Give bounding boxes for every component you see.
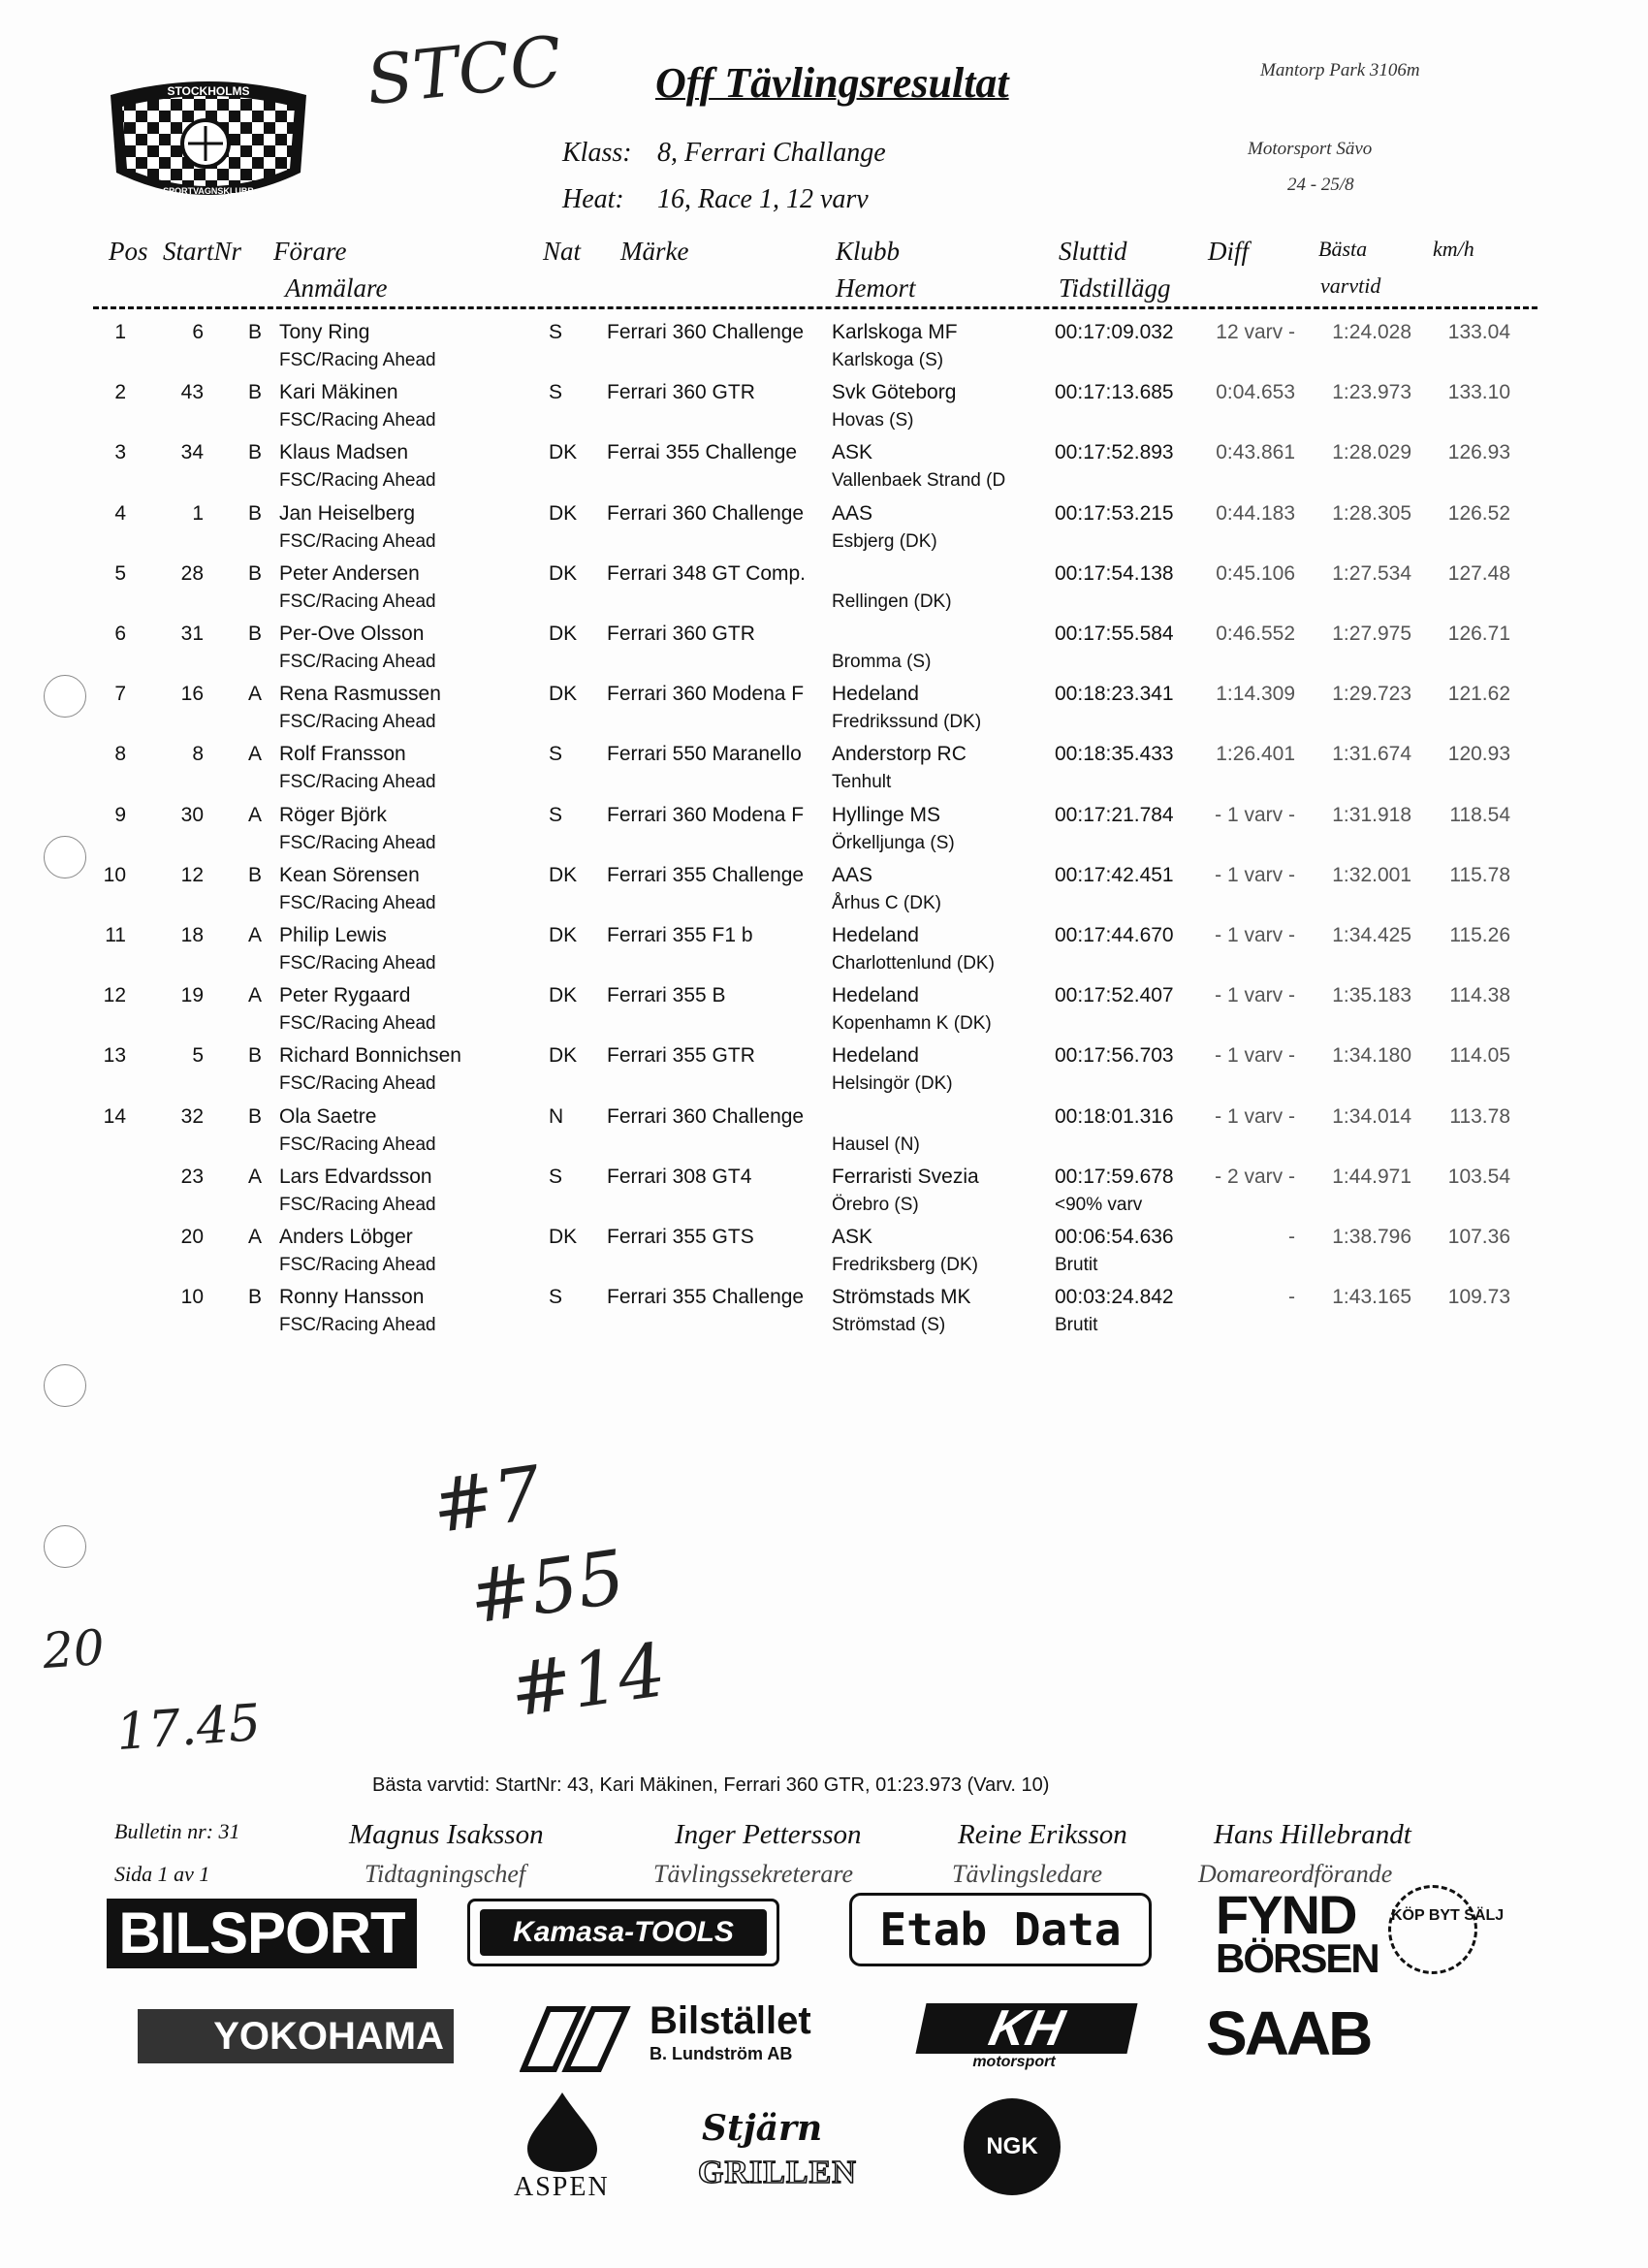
row-best-lap: 1:31.674 (1332, 743, 1411, 765)
row-speed: 121.62 (1447, 683, 1510, 705)
row-finish-time: 00:17:53.215 (1055, 502, 1174, 525)
handwritten-stcc: STCC (363, 20, 566, 121)
best-lap-note: Bästa varvtid: StartNr: 43, Kari Mäkinen, Ferrari 360 GTR, 01:23.973 (Varv. 10) (372, 1774, 1050, 1796)
row-entrant: FSC/Racing Ahead (279, 712, 436, 732)
klass-value: 8, Ferrari Challange (657, 138, 886, 168)
row-best-lap: 1:31.918 (1332, 804, 1411, 826)
sponsor-borsen-logo: BÖRSEN (1216, 1935, 1379, 1981)
row-car: Ferrari 360 Modena F (607, 683, 805, 705)
row-hometown: Örkelljunga (S) (832, 833, 955, 853)
row-car: Ferrai 355 Challenge (607, 441, 798, 463)
row-club: AAS (832, 502, 873, 525)
handwritten-number: 20 (41, 1618, 107, 1680)
row-club: Hedeland (832, 984, 919, 1006)
row-driver: Röger Björk (279, 804, 387, 826)
row-nationality: DK (549, 623, 578, 645)
row-driver: Lars Edvardsson (279, 1166, 432, 1188)
row-speed: 126.52 (1447, 502, 1510, 525)
row-position: 3 (114, 441, 126, 463)
row-finish-time: 00:17:56.703 (1055, 1044, 1174, 1067)
col-nat: Nat (543, 237, 582, 266)
row-car: Ferrari 355 F1 b (607, 924, 753, 946)
row-start-number: 31 (180, 623, 204, 645)
row-driver: Klaus Madsen (279, 441, 409, 463)
row-finish-time: 00:03:24.842 (1055, 1286, 1174, 1308)
row-position: 13 (103, 1044, 126, 1067)
row-position: 12 (103, 984, 126, 1006)
row-class: B (248, 502, 263, 525)
row-class: A (248, 1226, 263, 1248)
row-entrant: FSC/Racing Ahead (279, 833, 436, 853)
official-role: Domareordförande (1198, 1860, 1393, 1888)
row-driver: Philip Lewis (279, 924, 387, 946)
sponsor-bilstallet-logo: Bilstället (650, 1999, 811, 2042)
row-best-lap: 1:27.975 (1332, 623, 1411, 645)
row-club: Karlskoga MF (832, 321, 958, 343)
row-diff: - 1 varv - (1215, 984, 1295, 1006)
row-car: Ferrari 360 GTR (607, 381, 755, 403)
row-nationality: DK (549, 1226, 578, 1248)
row-speed: 126.93 (1447, 441, 1510, 463)
row-finish-time: 00:06:54.636 (1055, 1226, 1174, 1248)
col-diff: Diff (1208, 237, 1250, 266)
official-name: Reine Eriksson (958, 1819, 1127, 1850)
row-position: 6 (114, 623, 126, 645)
row-best-lap: 1:23.973 (1332, 381, 1411, 403)
aspen-drop-icon (523, 2091, 601, 2174)
row-position: 11 (105, 924, 126, 946)
row-diff: 0:44.183 (1216, 502, 1295, 525)
row-class: A (248, 984, 263, 1006)
row-hometown: Hausel (N) (832, 1134, 920, 1155)
sponsor-stjarn-logo: Stjärn (702, 2108, 823, 2149)
row-hometown: Rellingen (DK) (832, 591, 952, 612)
row-club: Hedeland (832, 683, 919, 705)
bilstallet-mark-icon (520, 2005, 636, 2073)
col-kmh: km/h (1433, 237, 1474, 261)
row-position: 5 (114, 562, 126, 585)
row-class: B (248, 562, 263, 585)
row-time-note: <90% varv (1055, 1195, 1143, 1215)
row-speed: 133.10 (1447, 381, 1510, 403)
row-speed: 127.48 (1447, 562, 1510, 585)
row-hometown: Hovas (S) (832, 410, 914, 431)
row-best-lap: 1:34.014 (1332, 1105, 1411, 1128)
row-diff: 0:43.861 (1216, 441, 1295, 463)
klass-label: Klass: (562, 138, 632, 168)
row-club: AAS (832, 864, 873, 886)
logo-top-text: STOCKHOLMS (167, 84, 250, 98)
row-driver: Kari Mäkinen (279, 381, 398, 403)
official-role: Tävlingssekreterare (653, 1860, 854, 1888)
row-entrant: FSC/Racing Ahead (279, 1013, 436, 1034)
row-start-number: 32 (180, 1105, 204, 1128)
sponsor-kamasa-text: Kamasa-TOOLS (480, 1909, 767, 1956)
row-nationality: S (549, 1286, 563, 1308)
organizer: Motorsport Sävo (1248, 139, 1373, 159)
row-hometown: Charlottenlund (DK) (832, 953, 995, 974)
row-speed: 115.26 (1449, 924, 1510, 946)
row-finish-time: 00:17:44.670 (1055, 924, 1174, 946)
row-speed: 103.54 (1447, 1166, 1510, 1188)
row-car: Ferrari 360 Challenge (607, 321, 805, 343)
row-nationality: N (549, 1105, 564, 1128)
row-hometown: Fredrikssund (DK) (832, 712, 982, 732)
row-hometown: Strömstad (S) (832, 1315, 946, 1335)
row-entrant: FSC/Racing Ahead (279, 652, 436, 672)
row-car: Ferrari 360 Modena F (607, 804, 805, 826)
row-start-number: 28 (180, 562, 204, 585)
row-club: ASK (832, 441, 873, 463)
handwritten-note: #55 (463, 1533, 630, 1641)
row-start-number: 34 (180, 441, 204, 463)
row-finish-time: 00:17:54.138 (1055, 562, 1174, 585)
row-best-lap: 1:34.180 (1332, 1044, 1411, 1067)
row-entrant: FSC/Racing Ahead (279, 1315, 436, 1335)
official-name: Inger Pettersson (675, 1819, 862, 1850)
row-time-note: Brutit (1055, 1255, 1098, 1275)
row-entrant: FSC/Racing Ahead (279, 531, 436, 552)
heat-value: 16, Race 1, 12 varv (657, 184, 869, 214)
row-hometown: Fredriksberg (DK) (832, 1255, 978, 1275)
official-role: Tidtagningschef (364, 1860, 526, 1888)
row-hometown: Bromma (S) (832, 652, 932, 672)
row-diff: 1:26.401 (1216, 743, 1295, 765)
col-anmalare: Anmälare (285, 273, 388, 303)
row-position: 2 (114, 381, 126, 403)
row-entrant: FSC/Racing Ahead (279, 1073, 436, 1094)
row-club: ASK (832, 1226, 873, 1248)
row-driver: Rolf Fransson (279, 743, 406, 765)
row-nationality: DK (549, 441, 578, 463)
row-finish-time: 00:17:59.678 (1055, 1166, 1174, 1188)
row-car: Ferrari 355 Challenge (607, 1286, 805, 1308)
row-nationality: DK (549, 984, 578, 1006)
row-entrant: FSC/Racing Ahead (279, 953, 436, 974)
row-entrant: FSC/Racing Ahead (279, 591, 436, 612)
row-diff: 1:14.309 (1216, 683, 1295, 705)
row-class: B (248, 381, 263, 403)
logo-bottom-text: SPORTVAGNSKLUBB (163, 186, 254, 196)
col-forare: Förare (273, 237, 347, 266)
row-driver: Anders Löbger (279, 1226, 413, 1248)
row-start-number: 30 (180, 804, 204, 826)
row-best-lap: 1:34.425 (1332, 924, 1411, 946)
row-hometown: Tenhult (832, 772, 892, 792)
row-start-number: 18 (180, 924, 204, 946)
row-club: Ferraristi Svezia (832, 1166, 979, 1188)
row-class: A (248, 743, 263, 765)
row-position: 14 (103, 1105, 126, 1128)
row-entrant: FSC/Racing Ahead (279, 893, 436, 913)
row-class: B (248, 321, 263, 343)
row-hometown: Kopenhamn K (DK) (832, 1013, 992, 1034)
page-count: Sida 1 av 1 (114, 1862, 210, 1886)
row-nationality: DK (549, 1044, 578, 1067)
row-entrant: FSC/Racing Ahead (279, 470, 436, 491)
row-speed: 126.71 (1447, 623, 1510, 645)
row-diff: - (1288, 1226, 1295, 1248)
row-start-number: 8 (192, 743, 204, 765)
col-tidstillagg: Tidstillägg (1059, 273, 1171, 303)
sponsor-saab-logo: SAAB (1206, 1998, 1371, 2068)
row-finish-time: 00:18:35.433 (1055, 743, 1174, 765)
row-club: Hyllinge MS (832, 804, 941, 826)
row-start-number: 5 (192, 1044, 204, 1067)
row-hometown: Örebro (S) (832, 1195, 919, 1215)
row-start-number: 1 (192, 502, 204, 525)
event-dates: 24 - 25/8 (1287, 175, 1354, 195)
row-finish-time: 00:17:52.893 (1055, 441, 1174, 463)
row-driver: Jan Heiselberg (279, 502, 416, 525)
sponsor-grillen-logo: GRILLEN (698, 2155, 857, 2190)
col-sluttid: Sluttid (1059, 237, 1127, 266)
sponsor-bilstallet-sub: B. Lundström AB (650, 2044, 793, 2063)
row-driver: Kean Sörensen (279, 864, 420, 886)
bulletin-number: Bulletin nr: 31 (114, 1819, 240, 1843)
row-hometown: Helsingör (DK) (832, 1073, 953, 1094)
row-club: Strömstads MK (832, 1286, 971, 1308)
row-speed: 118.54 (1449, 804, 1510, 826)
row-club: Hedeland (832, 1044, 919, 1067)
venue: Mantorp Park 3106m (1260, 60, 1420, 80)
row-car: Ferrari 348 GT Comp. (607, 562, 807, 585)
row-driver: Tony Ring (279, 321, 370, 343)
row-hometown: Esbjerg (DK) (832, 531, 937, 552)
row-class: B (248, 1286, 263, 1308)
row-position: 4 (114, 502, 126, 525)
row-hometown: Århus C (DK) (832, 893, 941, 913)
row-finish-time: 00:18:01.316 (1055, 1105, 1174, 1128)
page-title: Off Tävlingsresultat (655, 59, 1009, 107)
row-finish-time: 00:17:55.584 (1055, 623, 1174, 645)
row-driver: Per-Ove Olsson (279, 623, 425, 645)
heat-label: Heat: (562, 184, 624, 214)
row-speed: 120.93 (1447, 743, 1510, 765)
row-best-lap: 1:38.796 (1332, 1226, 1411, 1248)
row-time-note: Brutit (1055, 1315, 1098, 1335)
row-speed: 107.36 (1447, 1226, 1510, 1248)
row-diff: 0:45.106 (1216, 562, 1295, 585)
row-position: 10 (103, 864, 126, 886)
sponsor-aspen-logo: ASPEN (514, 2172, 610, 2202)
row-driver: Richard Bonnichsen (279, 1044, 461, 1067)
row-car: Ferrari 360 Challenge (607, 502, 805, 525)
row-car: Ferrari 355 B (607, 984, 726, 1006)
row-finish-time: 00:17:42.451 (1055, 864, 1174, 886)
row-class: B (248, 1105, 263, 1128)
sponsor-bilsport-logo: BILSPORT (107, 1899, 417, 1968)
row-position: 7 (114, 683, 126, 705)
row-speed: 115.78 (1449, 864, 1510, 886)
col-pos: Pos (109, 237, 148, 266)
row-nationality: DK (549, 864, 578, 886)
row-car: Ferrari 360 Challenge (607, 1105, 805, 1128)
row-diff: 0:04.653 (1216, 381, 1295, 403)
row-diff: - 1 varv - (1215, 1044, 1295, 1067)
row-position: 9 (114, 804, 126, 826)
row-speed: 114.05 (1449, 1044, 1510, 1067)
row-car: Ferrari 360 GTR (607, 623, 755, 645)
row-car: Ferrari 308 GT4 (607, 1166, 752, 1188)
row-nationality: S (549, 321, 563, 343)
row-car: Ferrari 355 GTS (607, 1226, 754, 1248)
row-entrant: FSC/Racing Ahead (279, 1195, 436, 1215)
handwritten-note: #7 (427, 1449, 547, 1550)
official-role: Tävlingsledare (952, 1860, 1103, 1888)
row-driver: Peter Rygaard (279, 984, 411, 1006)
row-entrant: FSC/Racing Ahead (279, 350, 436, 370)
col-hemort: Hemort (836, 273, 916, 303)
row-diff: - 1 varv - (1215, 924, 1295, 946)
row-class: B (248, 441, 263, 463)
row-speed: 114.38 (1449, 984, 1510, 1006)
handwritten-note: #14 (504, 1626, 671, 1734)
row-best-lap: 1:24.028 (1332, 321, 1411, 343)
row-driver: Peter Andersen (279, 562, 420, 585)
row-best-lap: 1:35.183 (1332, 984, 1411, 1006)
row-entrant: FSC/Racing Ahead (279, 1255, 436, 1275)
row-class: A (248, 924, 263, 946)
row-start-number: 20 (180, 1226, 204, 1248)
row-diff: - 1 varv - (1215, 1105, 1295, 1128)
row-best-lap: 1:29.723 (1332, 683, 1411, 705)
row-club: Svk Göteborg (832, 381, 957, 403)
row-finish-time: 00:17:52.407 (1055, 984, 1174, 1006)
row-car: Ferrari 550 Maranello (607, 743, 802, 765)
row-nationality: S (549, 1166, 563, 1188)
row-start-number: 16 (180, 683, 204, 705)
row-best-lap: 1:43.165 (1332, 1286, 1411, 1308)
row-car: Ferrari 355 GTR (607, 1044, 755, 1067)
col-basta: Bästa (1318, 237, 1368, 261)
row-driver: Rena Rasmussen (279, 683, 441, 705)
row-class: A (248, 1166, 263, 1188)
sponsor-kh-sub: motorsport (972, 2054, 1056, 2070)
row-car: Ferrari 355 Challenge (607, 864, 805, 886)
row-class: A (248, 804, 263, 826)
sponsor-kamasa-logo (467, 1899, 779, 1966)
row-club: Hedeland (832, 924, 919, 946)
row-best-lap: 1:28.305 (1332, 502, 1411, 525)
row-start-number: 6 (192, 321, 204, 343)
row-class: B (248, 1044, 263, 1067)
row-entrant: FSC/Racing Ahead (279, 410, 436, 431)
col-marke: Märke (620, 237, 689, 266)
row-driver: Ola Saetre (279, 1105, 377, 1128)
row-diff: - (1288, 1286, 1295, 1308)
sponsor-etab-logo: Etab Data (849, 1893, 1152, 1966)
row-finish-time: 00:17:13.685 (1055, 381, 1174, 403)
col-startnr: StartNr (163, 237, 242, 266)
official-name: Hans Hillebrandt (1214, 1819, 1411, 1850)
row-club: Anderstorp RC (832, 743, 967, 765)
binder-hole (44, 1525, 86, 1568)
row-start-number: 23 (180, 1166, 204, 1188)
handwritten-time: 17.45 (114, 1693, 263, 1763)
row-driver: Ronny Hansson (279, 1286, 425, 1308)
row-best-lap: 1:32.001 (1332, 864, 1411, 886)
row-best-lap: 1:27.534 (1332, 562, 1411, 585)
row-nationality: DK (549, 924, 578, 946)
row-diff: - 1 varv - (1215, 864, 1295, 886)
row-class: B (248, 864, 263, 886)
row-finish-time: 00:18:23.341 (1055, 683, 1174, 705)
row-diff: - 1 varv - (1215, 804, 1295, 826)
row-nationality: DK (549, 562, 578, 585)
row-best-lap: 1:44.971 (1332, 1166, 1411, 1188)
row-start-number: 43 (180, 381, 204, 403)
row-finish-time: 00:17:09.032 (1055, 321, 1174, 343)
row-nationality: S (549, 381, 563, 403)
row-diff: - 2 varv - (1215, 1166, 1295, 1188)
row-speed: 113.78 (1449, 1105, 1510, 1128)
sponsor-fynd-logo: FYND (1216, 1884, 1356, 1945)
row-entrant: FSC/Racing Ahead (279, 772, 436, 792)
row-entrant: FSC/Racing Ahead (279, 1134, 436, 1155)
row-position: 1 (114, 321, 126, 343)
row-speed: 133.04 (1447, 321, 1510, 343)
sponsor-ngk-logo: NGK (964, 2098, 1061, 2195)
row-hometown: Vallenbaek Strand (D (832, 470, 1006, 491)
row-nationality: DK (549, 683, 578, 705)
row-class: A (248, 683, 263, 705)
row-start-number: 12 (180, 864, 204, 886)
row-start-number: 19 (180, 984, 204, 1006)
sponsor-yokohama-logo: YOKOHAMA (138, 2009, 454, 2063)
row-diff: 0:46.552 (1216, 623, 1295, 645)
col-varvtid: varvtid (1320, 273, 1381, 298)
row-start-number: 10 (180, 1286, 204, 1308)
official-name: Magnus Isaksson (349, 1819, 544, 1850)
row-class: B (248, 623, 263, 645)
row-nationality: DK (549, 502, 578, 525)
row-nationality: S (549, 743, 563, 765)
row-nationality: S (549, 804, 563, 826)
sponsor-kh-logo: KH (915, 2003, 1137, 2054)
row-speed: 109.73 (1447, 1286, 1510, 1308)
row-finish-time: 00:17:21.784 (1055, 804, 1174, 826)
row-hometown: Karlskoga (S) (832, 350, 944, 370)
binder-hole (44, 1364, 86, 1407)
row-diff: 12 varv - (1216, 321, 1295, 343)
row-position: 8 (114, 743, 126, 765)
col-klubb: Klubb (836, 237, 901, 266)
row-best-lap: 1:28.029 (1332, 441, 1411, 463)
sponsor-fynd-badge: KÖP BYT SÄLJ (1388, 1885, 1477, 1974)
